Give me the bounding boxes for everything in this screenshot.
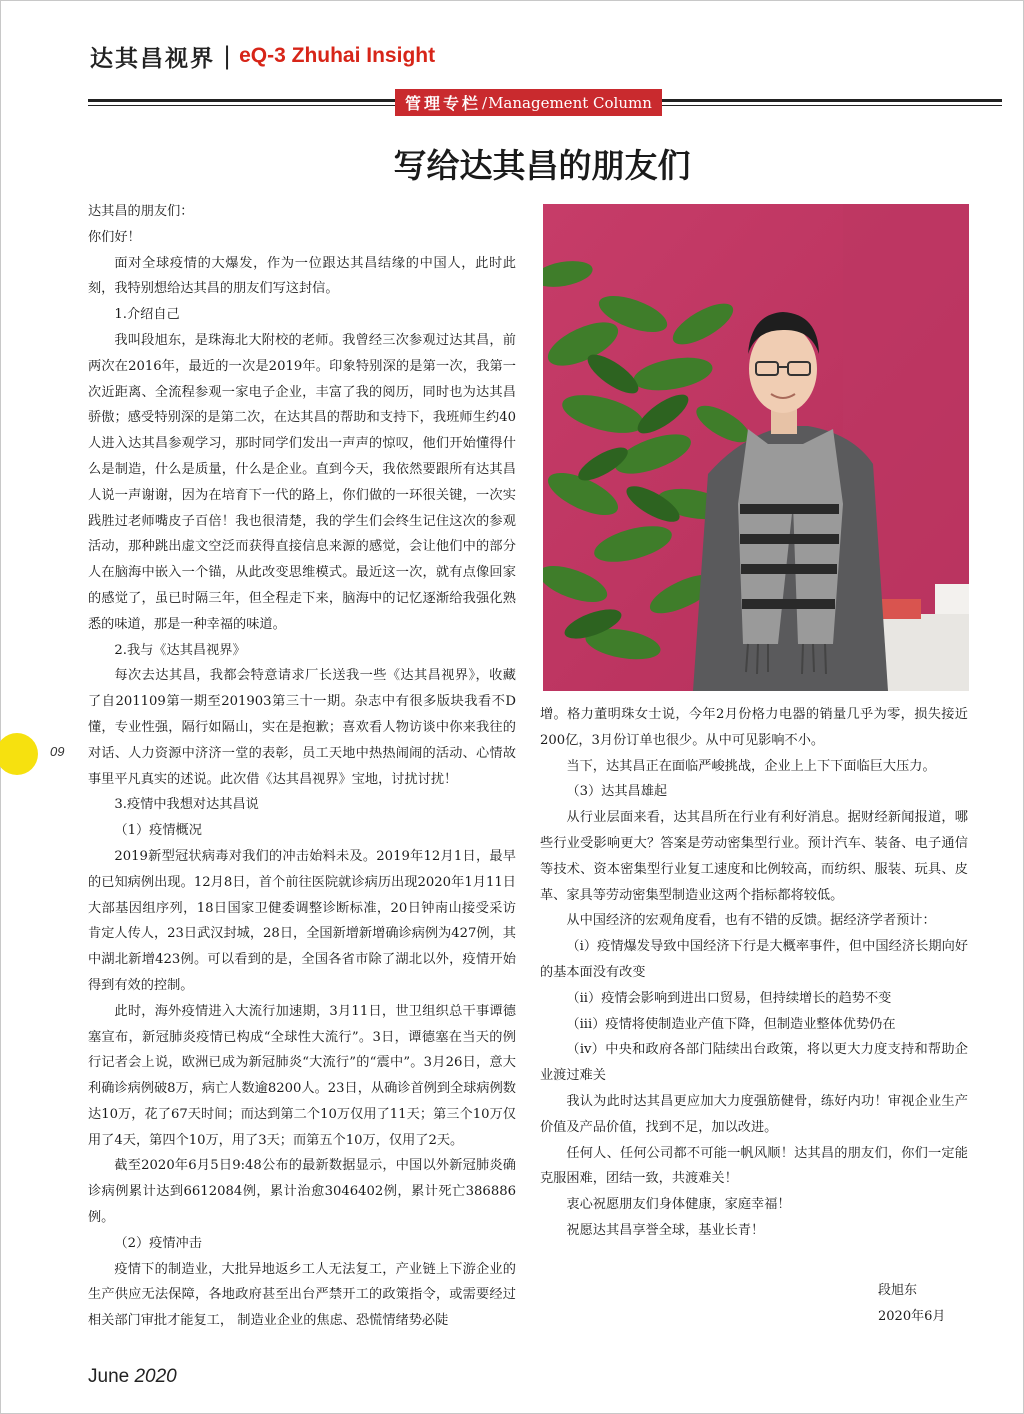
article-paragraph: 增。格力董明珠女士说，今年2月份格力电器的销量几乎为零，损失接近200亿，3月份订单也很少。从中可见影响不小。: [540, 707, 968, 748]
article-paragraph: 从行业层面来看，达其昌所在行业有利好消息。据财经新闻报道，哪些行业受影响更大？答案是劳动密集型行业。预计汽车、装备、电子通信等技术、资本密集型行业复工速度和比例较高，而纺织、服装、玩具、皮革、家具等劳动密集型制造业这两个指标都将较低。: [540, 810, 968, 903]
article-paragraph: 我认为此时达其昌更应加大力度强筋健骨，练好内功！审视企业生产价值及产品价值，找到不足，加以改进。: [540, 1093, 968, 1135]
article-paragraph: 当下，达其昌正在面临严峻挑战，企业上上下下面临巨大压力。: [566, 758, 936, 774]
article-paragraph: （iv）中央和政府各部门陆续出台政策，将以更大力度支持和帮助企业渡过难关: [540, 1042, 968, 1084]
article-paragraph: 任何人、任何公司都不可能一帆风顺！达其昌的朋友们，你们一定能克服困难，团结一致，共渡难关！: [540, 1145, 968, 1187]
article-paragraph: 你们好！: [88, 229, 141, 245]
signature-date: 2020年6月: [878, 1309, 946, 1324]
article-paragraph: 衷心祝愿朋友们身体健康，家庭幸福！: [566, 1197, 791, 1213]
article-paragraph: 截至2020年6月5日9:48公布的最新数据显示，中国以外新冠肺炎确诊病例累计达到6612084例，累计治愈3046402例，累计死亡386886例。: [88, 1158, 516, 1226]
column-tag-cn: 管理专栏: [405, 94, 482, 113]
article-paragraph: （iii）疫情将使制造业产值下降，但制造业整体优势仍在: [566, 1016, 896, 1032]
section-heading: 2.我与《达其昌视界》: [114, 642, 246, 658]
article-paragraph: 疫情下的制造业，大批异地返乡工人无法复工，产业链上下游企业的生产供应无法保障，各地政府甚至出台严禁开工的政策指令，或需要经过相关部门审批才能复工， 制造业企业的焦虑、恐慌情绪势必陡: [88, 1261, 516, 1329]
footer-month: June: [88, 1366, 130, 1387]
article-title: 写给达其昌的朋友们: [393, 146, 691, 185]
footer-year: 2020: [134, 1366, 177, 1387]
column-tag-en: Management Column: [488, 93, 652, 112]
magazine-name-en: eQ-3 Zhuhai Insight: [239, 44, 436, 67]
article-column-left: [88, 199, 516, 1334]
section-heading: 1.介绍自己: [114, 307, 180, 323]
magazine-header: [90, 38, 435, 74]
signature-name: 段旭东: [878, 1283, 918, 1298]
header-separator: |: [223, 42, 232, 70]
section-heading: （3）达其昌雄起: [566, 784, 668, 800]
column-tag-slash: /: [482, 93, 488, 112]
section-heading: （1）疫情概况: [114, 823, 202, 839]
footer-issue-date: [88, 1366, 177, 1388]
section-heading: 3.疫情中我想对达其昌说: [114, 797, 259, 813]
page-number: 09: [50, 744, 65, 759]
article-paragraph: 祝愿达其昌享誉全球，基业长青！: [566, 1222, 765, 1238]
article-paragraph: （ii）疫情会影响到进出口贸易，但持续增长的趋势不变: [566, 990, 892, 1006]
article-paragraph: 达其昌的朋友们：: [88, 204, 194, 219]
column-tag: [395, 89, 662, 116]
magazine-name-cn: 达其昌视界: [90, 44, 215, 72]
article-paragraph: 2019新型冠状病毒对我们的冲击始料未及。2019年12月1日，最早的已知病例出现。12月8日，首个前往医院就诊病历出现2020年1月11日大部基因组序列，18日国家卫健委调整诊断标准，20日钟南山接受采访肯定人传人，23日武汉封城，28日，全国新增新增确诊病例为427例，其中湖北新增423例。可以看到的是，全国各省市除了湖北以外，疫情开始得到有效的控制。: [88, 848, 516, 993]
article-paragraph: （i）疫情爆发导致中国经济下行是大概率事件，但中国经济长期向好的基本面没有改变: [540, 939, 968, 980]
article-paragraph: 从中国经济的宏观角度看，也有不错的反馈。据经济学者预计：: [566, 913, 936, 929]
author-photo: [543, 204, 969, 691]
article-column-right: [540, 702, 968, 1244]
article-paragraph: 我叫段旭东，是珠海北大附校的老师。我曾经三次参观过达其昌，前两次在2016年，最近的一次是2019年。印象特别深的是第一次，我第一次近距离、全流程参观一家电子企业，丰富了我的阅历，同时也为达其昌骄傲；感受特别深的是第二次，在达其昌的帮助和支持下，我班师生约40人进入达其昌参观学习，那时同学们发出一声声的惊叹，他们开始懂得什么是制造，什么是质量，什么是企业。直到今天，我依然要跟所有达其昌人说一声谢谢，因为在培育下一代的路上，你们做的一环很关键，一次实践胜过老师嘴皮子百倍！我也很清楚，我的学生们会终生记住这次的参观活动，那种跳出虚文空泛而获得直接信息来源的感觉，会让他们中的部分人在脑海中嵌入一个锚，从此改变思维模式。最近这一次，就有点像回家的感觉了，虽已时隔三年，但全程走下来，脑海中的记忆逐渐给我强化熟悉的味道，那是一种幸福的味道。: [88, 332, 516, 632]
article-paragraph: 面对全球疫情的大爆发，作为一位跟达其昌结缘的中国人，此时此刻，我特别想给达其昌的朋友们写这封信。: [88, 255, 516, 297]
section-heading: （2）疫情冲击: [114, 1235, 202, 1251]
article-paragraph: 每次去达其昌，我都会特意请求厂长送我一些《达其昌视界》，收藏了自201109第一期至201903第三十一期。杂志中有很多版块我看不D懂，专业性强，隔行如隔山，实在是抱歉；喜欢看人物访谈中你来我往的对话、人力资源中济济一堂的表彰，员工天地中热热闹闹的活动、心情故事里平凡真实的述说。此次借《达其昌视界》宝地，讨扰讨扰！: [88, 668, 516, 787]
signature-block: [878, 1278, 998, 1330]
article-paragraph: 此时，海外疫情进入大流行加速期，3月11日，世卫组织总干事谭德塞宣布，新冠肺炎疫情已构成“全球性大流行”。3日，谭德塞在当天的例行记者会上说，欧洲已成为新冠肺炎“大流行”的“震中”。3月26日，意大利确诊病例破8万，病亡人数逾8200人。23日，从确诊首例到全球病例数达10万，花了67天时间；而达到第二个10万仅用了11天；第三个10万仅用了4天，第四个10万，用了3天；而第五个10万，仅用了2天。: [88, 1003, 516, 1148]
